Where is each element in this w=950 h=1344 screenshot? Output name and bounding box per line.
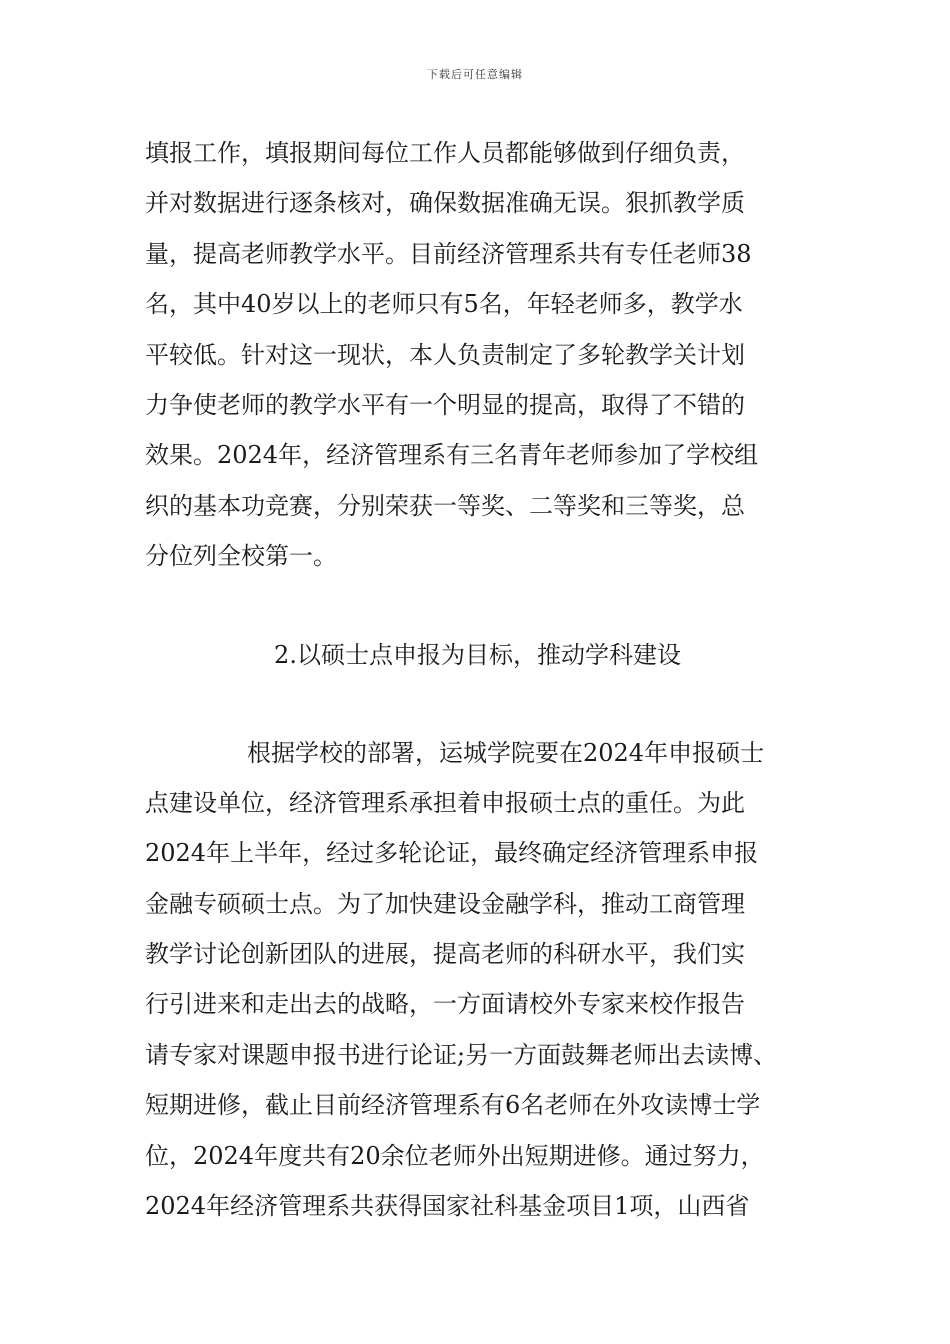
text-line: 行引进来和走出去的战略，一方面请校外专家来校作报告 [145,990,745,1019]
text-line: 平较低。针对这一现状，本人负责制定了多轮教学关计划 [145,340,745,369]
text-line: 根据学校的部署，运城学院要在2024年申报硕士 [247,738,765,767]
text-line: 并对数据进行逐条核对，确保数据准确无误。狠抓教学质 [145,189,745,218]
text-line: 力争使老师的教学水平有一个明显的提高，取得了不错的 [145,390,745,419]
text-line: 效果。2024年，经济管理系有三名青年老师参加了学校组 [145,441,759,470]
text-line: 2024年上半年，经过多轮论证，最终确定经济管理系申报 [145,839,759,868]
header-note: 下载后可任意编辑 [427,68,523,81]
text-line: 量，提高老师教学水平。目前经济管理系共有专任老师38 [145,239,752,268]
text-line: 2024年经济管理系共获得国家社科基金项目1项，山西省 [145,1192,750,1221]
text-line: 名，其中40岁以上的老师只有5名，年轻老师多，教学水 [145,290,743,319]
paragraph-1 [145,128,810,582]
section-heading: 2.以硕士点申报为目标，推动学科建设 [274,640,681,669]
text-line: 短期进修，截止目前经济管理系有6名老师在外攻读博士学 [145,1091,761,1120]
text-line: 教学讨论创新团队的进展，提高老师的科研水平，我们实 [145,940,745,969]
text-line: 金融专硕硕士点。为了加快建设金融学科，推动工商管理 [145,889,745,918]
paragraph-2 [145,728,810,1232]
text-line: 请专家对课题申报书进行论证;另一方面鼓舞老师出去读博、 [145,1040,778,1069]
text-line: 织的基本功竞赛，分别荣获一等奖、二等奖和三等奖，总 [145,491,745,520]
text-line: 填报工作，填报期间每位工作人员都能够做到仔细负责， [145,139,745,167]
text-line: 点建设单位，经济管理系承担着申报硕士点的重任。为此 [145,788,745,817]
text-line: 位，2024年度共有20余位老师外出短期进修。通过努力， [145,1141,765,1170]
document-body [145,128,810,1231]
text-line: 分位列全校第一。 [145,542,337,571]
